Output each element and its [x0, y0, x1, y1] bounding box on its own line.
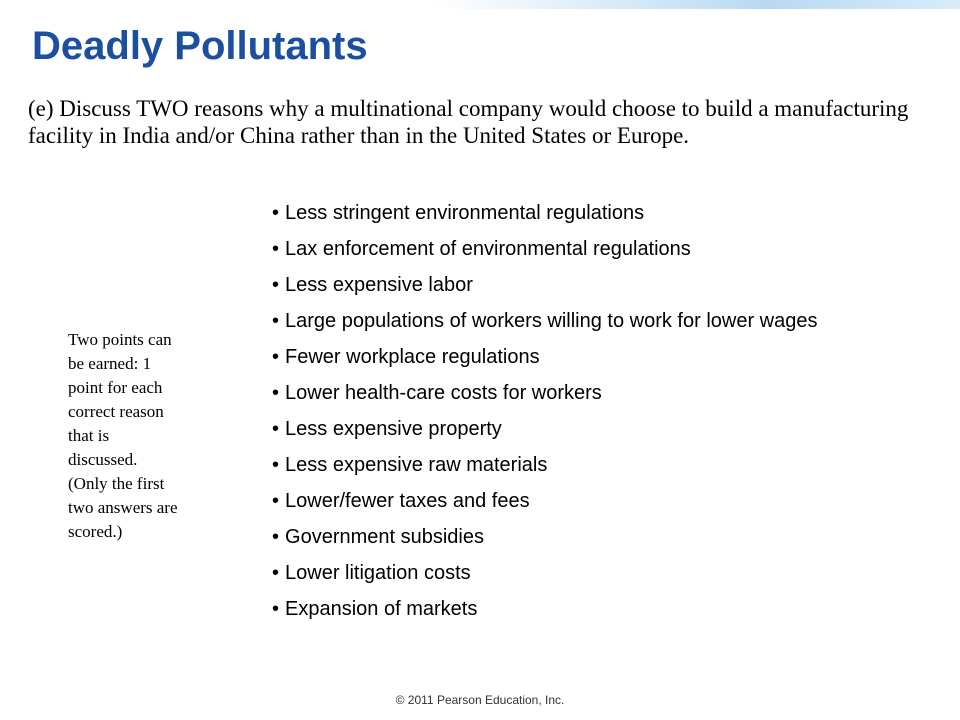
- answer-item: [272, 201, 872, 225]
- bullet-icon: •: [272, 310, 280, 332]
- bullet-icon: •: [272, 202, 280, 224]
- bullet-icon: •: [272, 598, 280, 620]
- answer-text: Less expensive labor: [285, 274, 473, 296]
- answer-text: Expansion of markets: [285, 598, 478, 620]
- answer-item: [272, 381, 872, 405]
- scoring-note: Two points can be earned: 1 point for each correct reason that is discussed. (Only the first two answers are scored.): [68, 330, 178, 541]
- answer-text: Fewer workplace regulations: [285, 346, 540, 368]
- answer-text: Less expensive raw materials: [285, 454, 548, 476]
- answer-text: Lax enforcement of environmental regulations: [285, 238, 691, 260]
- bullet-icon: •: [272, 346, 280, 368]
- bullet-icon: •: [272, 454, 280, 476]
- bullet-icon: •: [272, 526, 280, 548]
- copyright-footer: © 2011 Pearson Education, Inc.: [395, 693, 565, 707]
- answer-text: Lower health-care costs for workers: [285, 382, 602, 404]
- bullet-icon: •: [272, 418, 280, 440]
- answer-item: [272, 525, 872, 549]
- bullet-icon: •: [272, 490, 280, 512]
- top-decorative-band: [0, 0, 960, 9]
- bullet-icon: •: [272, 274, 280, 296]
- answer-item: [272, 345, 872, 369]
- answer-item: [272, 273, 872, 297]
- question-text: (e) Discuss TWO reasons why a multinational company would choose to build a manufacturing facility in India and/or China rather than in the United States or Europe.: [28, 96, 909, 148]
- answer-list: [272, 201, 872, 633]
- bullet-icon: •: [272, 238, 280, 260]
- answer-text: Less expensive property: [285, 418, 502, 440]
- answer-item: [272, 237, 872, 261]
- bullet-icon: •: [272, 562, 280, 584]
- answer-item: [272, 489, 872, 513]
- answer-text: Government subsidies: [285, 526, 484, 548]
- answer-item: [272, 309, 872, 333]
- answer-text: Lower/fewer taxes and fees: [285, 490, 530, 512]
- bullet-icon: •: [272, 382, 280, 404]
- answer-text: Lower litigation costs: [285, 562, 471, 584]
- answer-item: [272, 561, 872, 585]
- answer-item: [272, 453, 872, 477]
- answer-item: [272, 597, 872, 621]
- answer-text: Less stringent environmental regulations: [285, 202, 645, 224]
- answer-text: Large populations of workers willing to work for lower wages: [285, 310, 818, 332]
- slide-title: Deadly Pollutants: [32, 24, 368, 68]
- answer-item: [272, 417, 872, 441]
